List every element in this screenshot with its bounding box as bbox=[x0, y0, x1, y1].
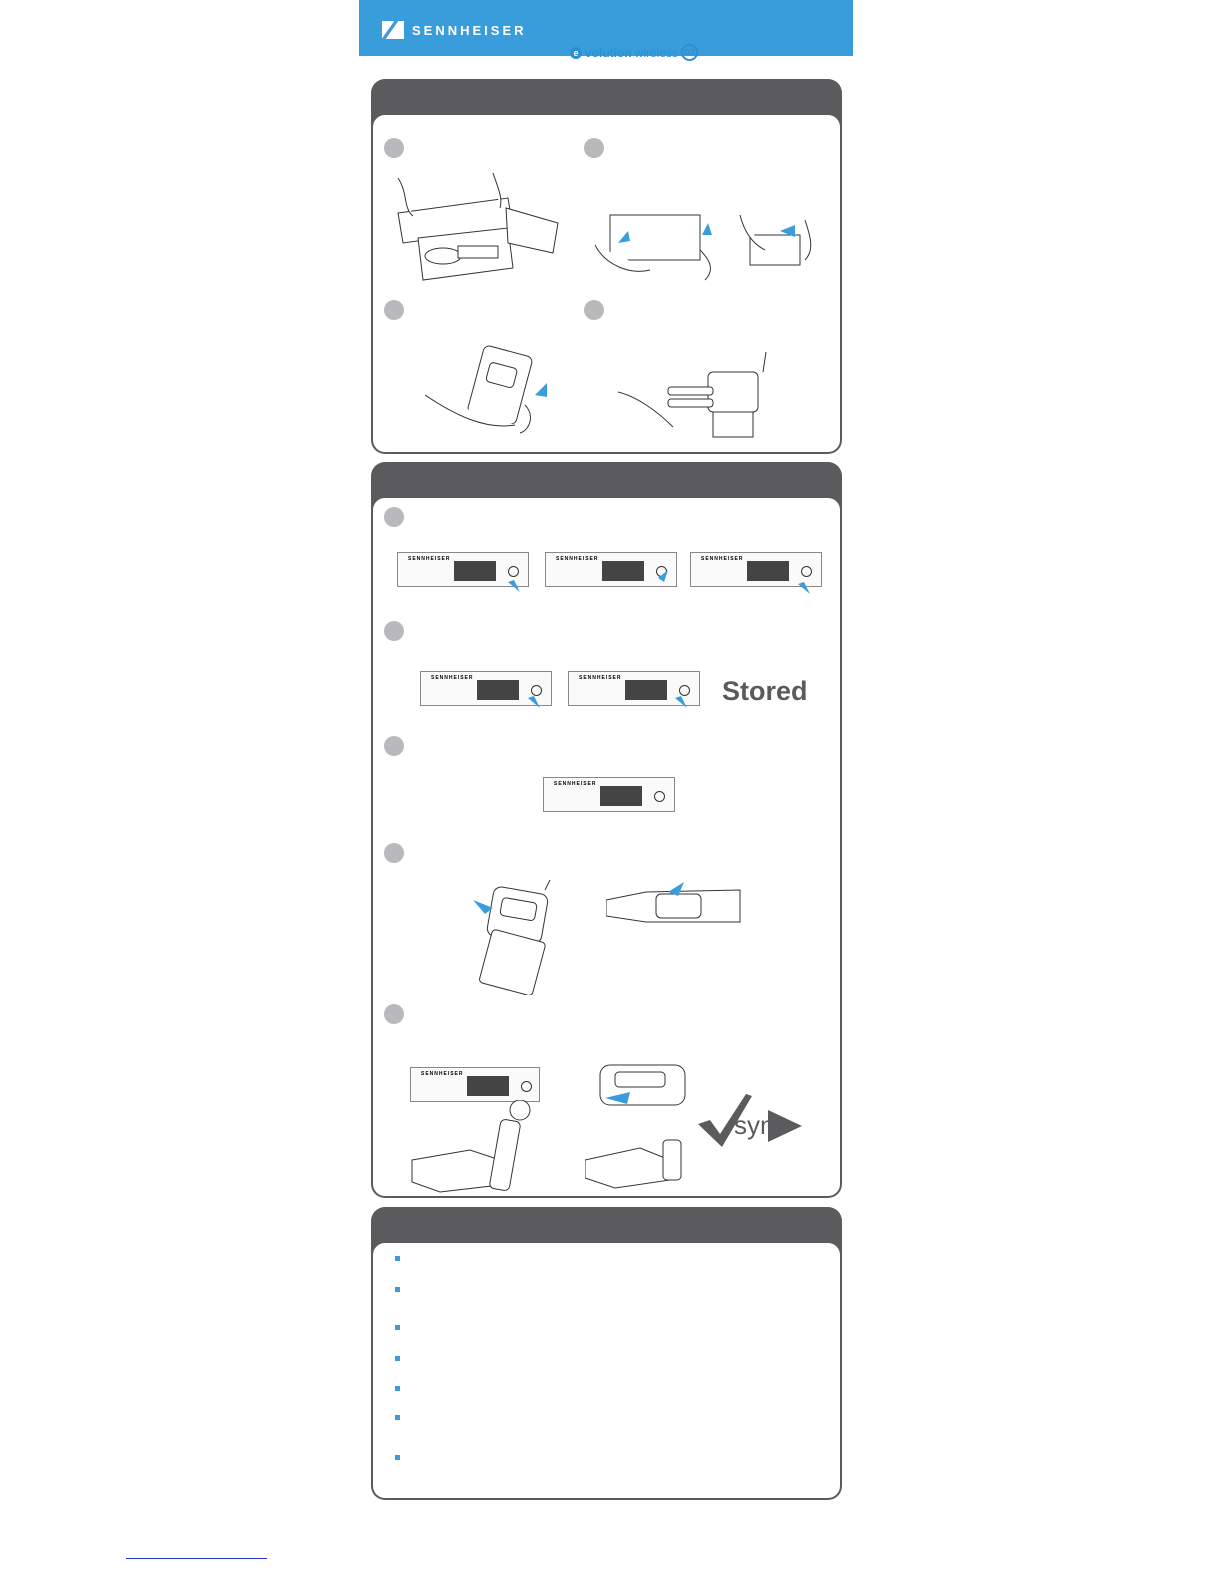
brand-name: SENNHEISER bbox=[412, 22, 527, 38]
receiver-brand: SENNHEISER bbox=[556, 556, 599, 562]
step-marker bbox=[584, 138, 604, 158]
step-marker bbox=[584, 300, 604, 320]
sennheiser-logo-icon bbox=[382, 21, 404, 39]
receiver-front-panel bbox=[410, 1067, 540, 1102]
jog-dial-icon bbox=[654, 791, 665, 802]
receiver-brand: SENNHEISER bbox=[408, 556, 451, 562]
brand-logo bbox=[382, 20, 527, 40]
list-bullet bbox=[395, 1256, 400, 1261]
receiver-display bbox=[600, 786, 642, 806]
battery-insertion-illustration bbox=[590, 205, 720, 285]
stored-label: Stored bbox=[722, 676, 808, 706]
step-marker bbox=[384, 138, 404, 158]
step-marker bbox=[384, 843, 404, 863]
receiver-brand: SENNHEISER bbox=[579, 675, 622, 681]
press-arrows bbox=[500, 570, 830, 595]
step-marker bbox=[384, 1004, 404, 1024]
bodypack-battery-illustration bbox=[618, 352, 768, 442]
panel-tips-content bbox=[373, 1243, 840, 1498]
receiver-display bbox=[477, 680, 519, 700]
handheld-transmitter-illustration bbox=[606, 882, 741, 932]
list-bullet bbox=[395, 1356, 400, 1361]
product-name-bold: volution bbox=[585, 45, 632, 60]
battery-compartment-illustration bbox=[735, 205, 825, 285]
bodypack-sync-illustration bbox=[585, 1060, 705, 1195]
step-marker bbox=[384, 507, 404, 527]
product-badge: G3 bbox=[681, 44, 698, 61]
press-arrows bbox=[520, 690, 700, 712]
receiver-brand: SENNHEISER bbox=[431, 675, 474, 681]
jog-dial-icon bbox=[521, 1081, 532, 1092]
receiver-brand: SENNHEISER bbox=[421, 1071, 464, 1077]
list-bullet bbox=[395, 1386, 400, 1391]
step-marker bbox=[384, 736, 404, 756]
panel-tips bbox=[371, 1207, 842, 1500]
list-bullet bbox=[395, 1325, 400, 1330]
step-marker bbox=[384, 300, 404, 320]
product-name-rest: wireless bbox=[634, 45, 679, 60]
sync-label: sync bbox=[734, 1110, 788, 1140]
footer-link-underline bbox=[126, 1558, 267, 1559]
receiver-display bbox=[467, 1076, 509, 1096]
product-logo bbox=[570, 44, 698, 61]
step-marker bbox=[384, 621, 404, 641]
sync-logo bbox=[696, 1092, 806, 1150]
list-bullet bbox=[395, 1415, 400, 1420]
list-bullet bbox=[395, 1455, 400, 1460]
receiver-brand: SENNHEISER bbox=[701, 556, 744, 562]
product-prefix: e bbox=[570, 47, 582, 59]
receiver-front-panel bbox=[543, 777, 675, 812]
bodypack-open-illustration bbox=[425, 345, 565, 435]
list-bullet bbox=[395, 1287, 400, 1292]
receiver-display bbox=[454, 561, 496, 581]
bodypack-transmitter-illustration bbox=[465, 880, 560, 995]
receiver-brand: SENNHEISER bbox=[554, 781, 597, 787]
unpacking-illustration bbox=[388, 168, 568, 288]
handheld-sync-illustration bbox=[410, 1100, 550, 1195]
